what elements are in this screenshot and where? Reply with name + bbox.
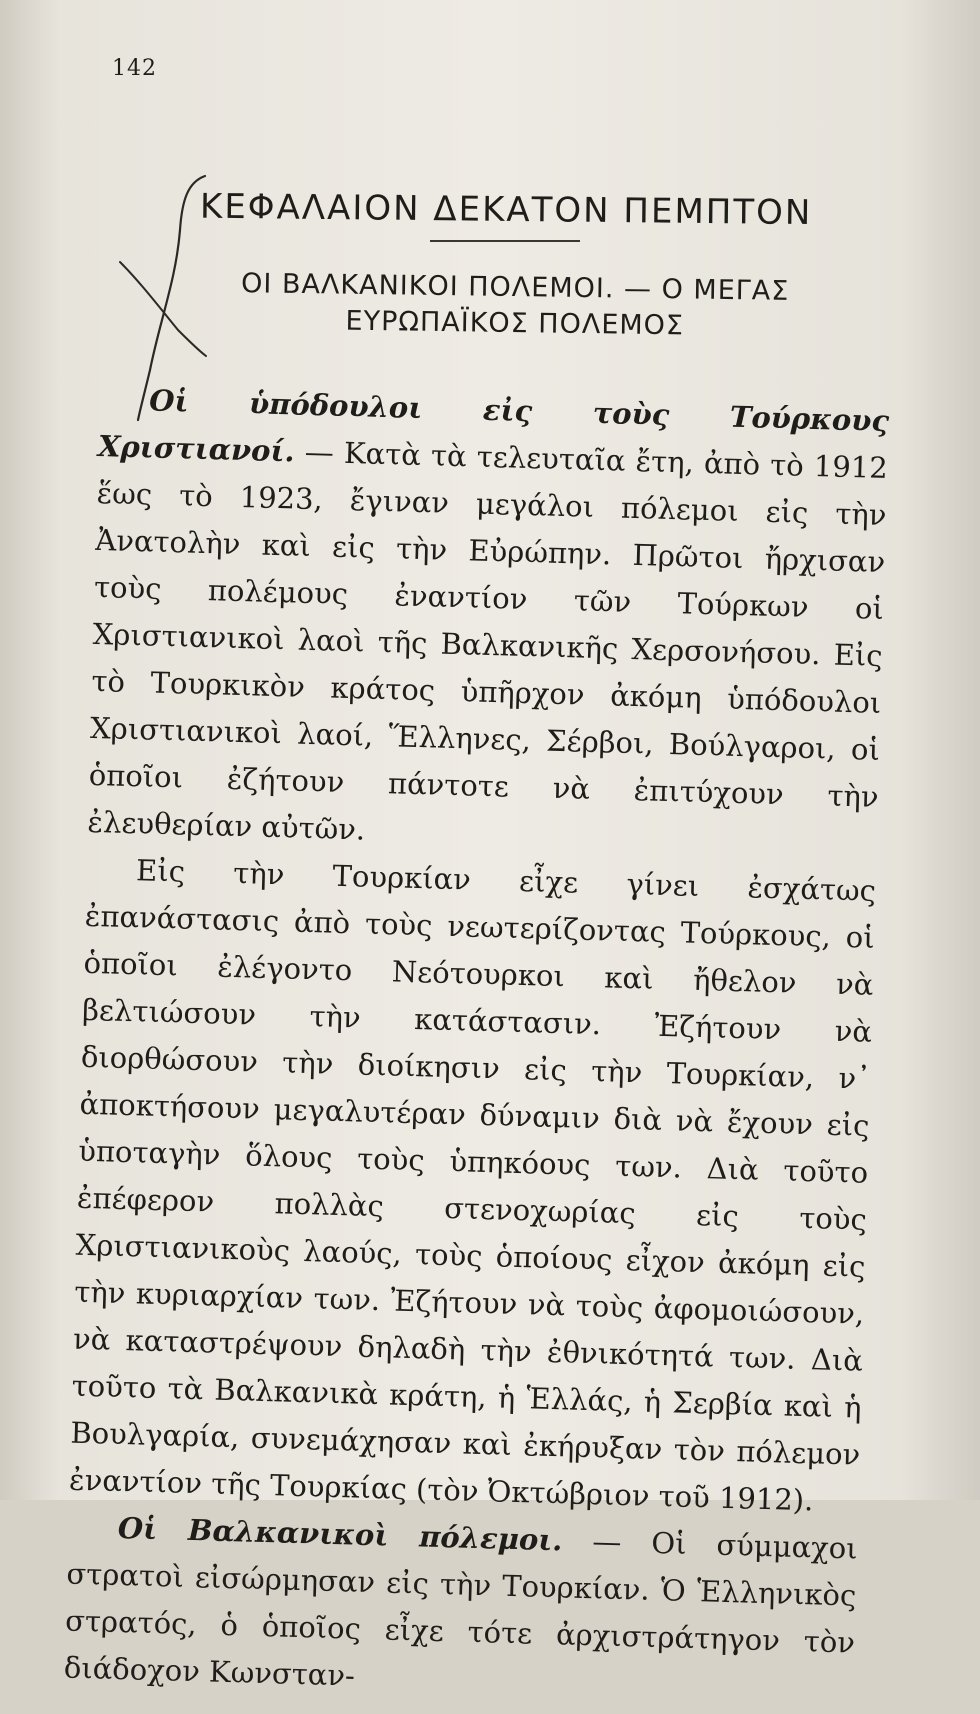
paragraph-3 [63,1504,858,1714]
title-divider [430,240,580,242]
paragraph-3-text: — Οἱ σύμμαχοι στρατοὶ εἰσώρμησαν εἰς τὴν Τουρκίαν. Ὁ Ἑλληνικὸς στρατός, ὁ ὁποῖος εἶχε τότε ἀρχιστράτηγον τὸν διάδοχον Κωνσταν- [63,1523,859,1693]
section-heading-line-2: ΕΥΡΩΠΑΪΚΟΣ ΠΟΛΕΜΟΣ [345,305,685,342]
paragraph-1 [87,376,890,868]
chapter-title: ΚΕΦΑΛΑΙΟΝ ΔΕΚΑΤΟΝ ΠΕΜΠΤΟΝ [199,186,813,234]
paragraph-2-text: Εἰς τὴν Τουρκίαν εἶχε γίνει ἐσχάτως ἐπανάστασις ἀπὸ τοὺς νεωτερίζοντας Τούρκους, οἱ ὁποῖοι ἐλέγοντο Νεότουρκοι καὶ ἤθελον νὰ βελτιώσουν τὴν κατάστασιν. Ἐζήτουν νὰ διορθώσουν τὴν διοίκησιν εἰς τὴν Τουρκίαν, ν᾽ ἀποκτήσουν μεγαλυτέραν δύναμιν διὰ νὰ ἔχουν εἰς ὑποταγὴν ὅλους τοὺς ὑπηκόους των. Διὰ τοῦτο ἐπέφερον πολλὰς στενοχωρίας εἰς τοὺς Χριστιανικοὺς λαούς, τοὺς ὁποίους εἶχον ἀκόμη εἰς τὴν κυριαρχίαν των. Ἐζήτουν νὰ τοὺς ἀφομοιώσουν, νὰ καταστρέψουν δηλαδὴ τὴν ἐθνικότητά των. Διὰ τοῦτο τὰ Βαλκανικὰ κράτη, ἡ Ἑλλάς, ἡ Σερβία καὶ ἡ Βουλγαρία, συνεμάχησαν καὶ ἐκήρυξαν τὸν πόλεμον ἐναντίον τῆς Τουρκίας (τὸν Ὀκτώβριον τοῦ 1912). [68,853,877,1518]
section-heading-line-1: ΟΙ ΒΑΛΚΑΝΙΚΟΙ ΠΟΛΕΜΟΙ. — Ο ΜΕΓΑΣ [240,268,790,307]
paragraph-1-lead: Οἱ ὑπόδουλοι εἰς τοὺς Τούρκους Χριστιανοί. [97,383,890,469]
paragraph-2 [69,846,877,1526]
paragraph-1-text: — Κατὰ τὰ τελευταῖα ἔτη, ἀπὸ τὸ 1912 ἕως τὸ 1923, ἔγιναν μεγάλοι πόλεμοι εἰς τὴν Ἀνατολὴν καὶ εἰς τὴν Εὐρώπην. Πρῶτοι ἤρχισαν τοὺς πολέμους ἐναντίον τῶν Τούρκων οἱ Χριστιανικοὶ λαοὶ τῆς Βαλκανικῆς Χερσονήσου. Εἰς τὸ Τουρκικὸν κράτος ὑπῆρχον ἀκόμη ὑπόδουλοι Χριστιανικοὶ λαοί, Ἕλληνες, Σέρβοι, Βούλγαροι, οἱ ὁποῖοι ἐζήτουν πάντοτε νὰ ἐπιτύχουν τὴν ἐλευθερίαν αὐτῶν. [87,434,889,847]
page-number: 142 [112,56,157,81]
body-text [63,376,889,1714]
section-heading [190,265,841,346]
paragraph-3-lead: Οἱ Βαλκανικοὶ πόλεμοι. [117,1510,563,1558]
